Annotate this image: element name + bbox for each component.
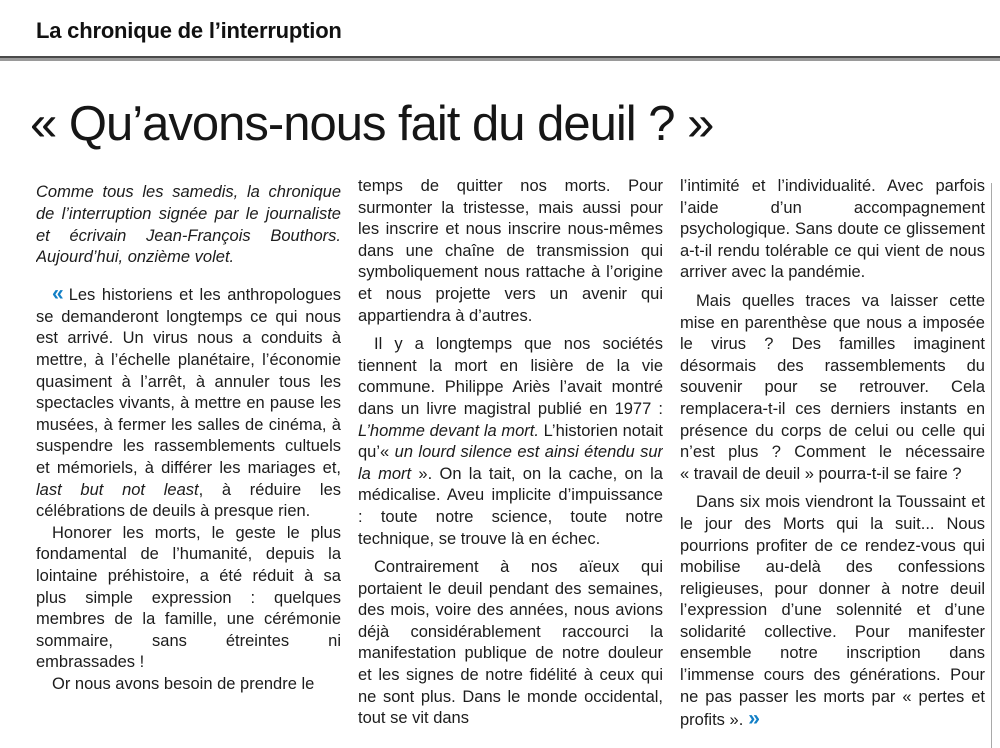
article-paragraph bbox=[680, 291, 985, 485]
article-paragraph bbox=[36, 283, 341, 523]
italic-run: last but not least bbox=[36, 480, 199, 499]
close-quote-icon: » bbox=[748, 707, 758, 731]
next-column-divider bbox=[991, 183, 992, 748]
column-1-body bbox=[36, 283, 341, 695]
article-paragraph bbox=[36, 674, 341, 696]
article-columns bbox=[36, 176, 985, 748]
article-paragraph bbox=[358, 557, 663, 730]
article-paragraph bbox=[680, 492, 985, 732]
open-quote-icon: « bbox=[52, 282, 62, 306]
text-run: Il y a longtemps que nos sociétés tiennent la mort en lisière de la vie commune. Philippe Ariès l’avait montré dans un livre magistral publié en 1977 : bbox=[358, 335, 663, 418]
text-run: , à réduire les célébrations de deuils à presque rien. bbox=[36, 480, 341, 521]
intro-paragraph: Comme tous les samedis, la chronique de l’interruption signée par le journaliste et écrivain Jean-François Bouthors. Aujourd’hui, onzième volet. bbox=[36, 183, 341, 267]
text-run: L’historien notait qu’« bbox=[358, 421, 663, 462]
text-run: temps de quitter nos morts. Pour surmonter la tristesse, mais aussi pour les inscrire et nous inscrire nous-mêmes dans une chaîne de transmission qui symboliquement nous rattache à l’origine et nous projette vers un avenir qui appartiendra à d’autres. bbox=[358, 177, 663, 325]
text-run: Les historiens et les anthropologues se demanderont longtemps ce qui nous est arrivé. Un virus nous a conduits à mettre, à l’échelle planétaire, l’économie quasiment à l’arrêt, à annuler tous les spectacles vivants, à mettre en pause les musées, à fermer les salles de cinéma, à suspendre les rassemblements cultuels et mémoriels, à différer les mariages et, bbox=[36, 286, 341, 477]
text-run: Mais quelles traces va laisser cette mise en parenthèse que nous a imposée le virus ? Des familles imaginent désormais des rassemblements du souvenir pour se retrouver. Cela remplacera-t-il ces derniers instants en présence du corps de celui ou celle qui n’est plus ? Comment le nécessaire « travail de deuil » pourra-t-il se faire ? bbox=[680, 291, 985, 483]
text-run: Or nous avons besoin de prendre le bbox=[52, 674, 315, 693]
text-run: Honorer les morts, le geste le plus fondamental de l’humanité, depuis la lointaine préhistoire, a été réduit à sa plus simple expression : quelques membres de la famille, une cérémonie sommaire, sans étreintes ni embrassades ! bbox=[36, 523, 341, 672]
column-2-body bbox=[358, 176, 663, 730]
text-run: Contrairement à nos aïeux qui portaient le deuil pendant des semaines, des mois, voire des années, nous avions déjà considérablement raccourci la manifestation publique de notre douleur et les signes de notre fidélité à ceux qui ne sont plus. Dans le monde occidental, tout se vit dans bbox=[358, 558, 663, 728]
section-kicker: La chronique de l’interruption bbox=[36, 18, 342, 43]
article-paragraph bbox=[680, 176, 985, 284]
text-run: ». On la tait, on la cache, on la médicalise. Aveu implicite d’impuissance : toute notre science, toute notre technique, se trouve là en échec. bbox=[358, 464, 663, 548]
article-title: « Qu’avons-nous fait du deuil ? » bbox=[30, 97, 714, 151]
column-3 bbox=[680, 176, 985, 748]
column-2 bbox=[358, 176, 663, 748]
article-paragraph bbox=[358, 334, 663, 550]
text-run: l’intimité et l’individualité. Avec parfois l’aide d’un accompagnement psychologique. Sans doute ce glissement a-t-il rendu tolérable ce qui vient de nous arriver avec la pandémie. bbox=[680, 177, 985, 282]
article-paragraph bbox=[36, 523, 341, 674]
italic-run: un lourd silence est ainsi étendu sur la mort bbox=[358, 443, 663, 483]
article-paragraph bbox=[358, 176, 663, 327]
header-rule bbox=[0, 56, 1000, 61]
column-3-body bbox=[680, 176, 985, 732]
italic-run: L’homme devant la mort. bbox=[358, 421, 539, 440]
text-run: Dans six mois viendront la Toussaint et le jour des Morts qui la suit... Nous pourrions profiter de ce rendez-vous qui mobilise au-delà des confessions religieuses, pour donner à notre deuil l’expression d’une solennité et d’une solidarité collective. Pour manifester ensemble notre inscription dans l’immense cours des générations. Pour ne pas passer les morts par « pertes et profits ». bbox=[680, 493, 985, 730]
column-1 bbox=[36, 176, 341, 748]
